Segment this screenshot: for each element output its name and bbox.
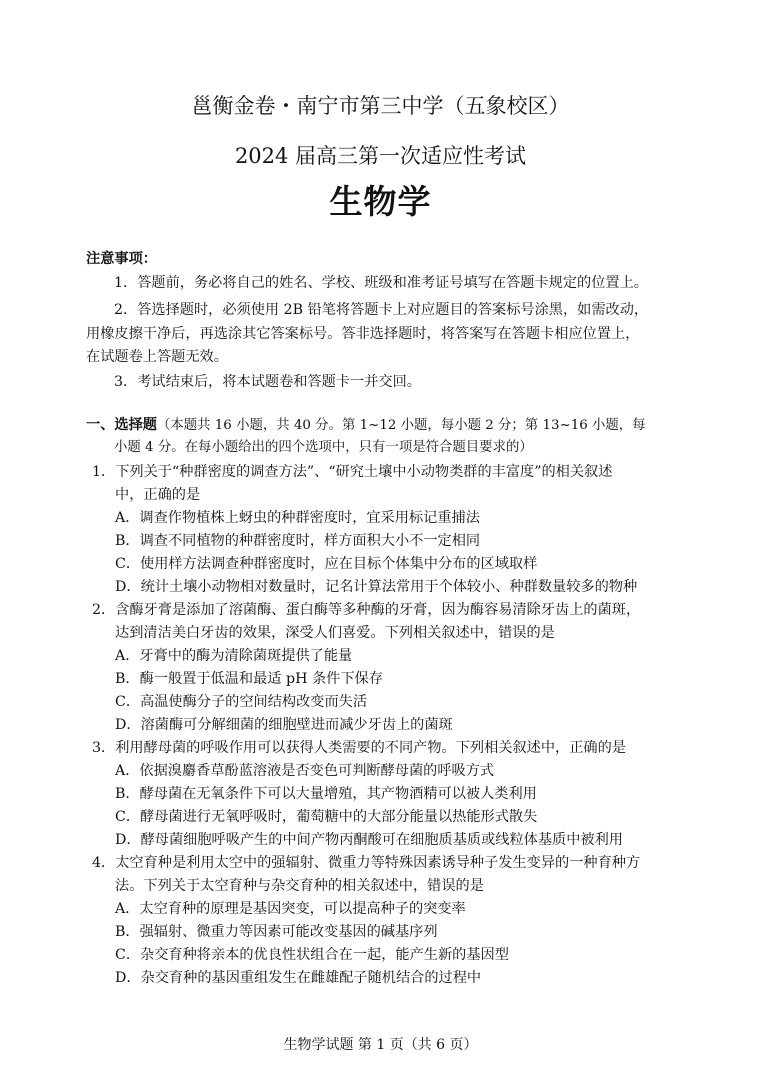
question-1-option-c: C．使用样方法调查种群密度时，应在目标个体集中分布的区域取样: [115, 556, 538, 572]
section-note-1: （本题共 16 小题，共 40 分。第 1~12 小题，每小题 2 分；第 13~16 小题，每: [156, 418, 646, 433]
question-2-option-b: B．酶一般置于低温和最适 pH 条件下保存: [115, 671, 383, 687]
question-2-option-d: D．溶菌酶可分解细菌的细胞壁进而减少牙齿上的菌斑: [115, 717, 453, 733]
question-1-option-d: D．统计土壤小动物相对数量时，记名计算法常用于个体较小、种群数量较多的物种: [115, 579, 638, 595]
question-1-option-a: A．调查作物植株上蚜虫的种群密度时，宜采用标记重捕法: [115, 510, 480, 526]
question-4-stem-2: 法。下列关于太空育种与杂交育种的相关叙述中，错误的是: [115, 878, 484, 894]
question-4-option-a: A．太空育种的原理是基因突变，可以提高种子的突变率: [115, 901, 466, 917]
notice-item-1: 1．答题前，务必将自己的姓名、学校、班级和准考证号填写在答题卡规定的位置上。: [114, 275, 648, 291]
question-1-stem-1: 1．下列关于“种群密度的调查方法”、“研究土壤中小动物类群的丰富度”的相关叙述: [92, 464, 613, 480]
question-2-stem-1: 2．含酶牙膏是添加了溶菌酶、蛋白酶等多种酶的牙膏，因为酶容易清除牙齿上的菌斑，: [92, 602, 641, 618]
question-2-stem-2: 达到清洁美白牙齿的效果，深受人们喜爱。下列相关叙述中，错误的是: [115, 625, 555, 641]
section-heading-line: [86, 415, 646, 436]
question-4-stem-1: 4．太空育种是利用太空中的强辐射、微重力等特殊因素诱导种子发生变异的一种育种方: [92, 855, 641, 871]
exam-title: 邕衡金卷・南宁市第三中学（五象校区）: [191, 94, 570, 118]
question-2-option-c: C．高温使酶分子的空间结构改变而失活: [115, 694, 368, 710]
section-heading: 一、选择题: [86, 417, 157, 433]
question-3-option-b: B．酵母菌在无氧条件下可以大量增殖，其产物酒精可以被人类利用: [115, 786, 537, 802]
question-1-option-b: B．调查不同植物的种群密度时，样方面积大小不一定相同: [115, 533, 481, 549]
notice-item-2-line-1: 2．答选择题时，必须使用 2B 铅笔将答题卡上对应题目的答案标号涂黑，如需改动，: [114, 302, 649, 318]
question-4-option-d: D．杂交育种的基因重组发生在雌雄配子随机结合的过程中: [115, 970, 482, 986]
question-2-option-a: A．牙膏中的酶为清除菌斑提供了能量: [115, 648, 353, 664]
question-4-option-b: B．强辐射、微重力等因素可能改变基因的碱基序列: [115, 924, 438, 940]
question-4-option-c: C．杂交育种将亲本的优良性状组合在一起，能产生新的基因型: [115, 947, 509, 963]
exam-subtitle: 2024 届高三第一次适应性考试: [234, 144, 527, 168]
section-note-2: 小题 4 分。在每小题给出的四个选项中，只有一项是符合题目要求的）: [114, 440, 533, 455]
question-1-stem-2: 中，正确的是: [115, 487, 201, 503]
notice-item-3: 3．考试结束后，将本试题卷和答题卡一并交回。: [114, 374, 421, 390]
question-3-option-c: C．酵母菌进行无氧呼吸时，葡萄糖中的大部分能量以热能形式散失: [115, 809, 538, 825]
question-3-option-d: D．酵母菌细胞呼吸产生的中间产物丙酮酸可在细胞质基质或线粒体基质中被利用: [115, 832, 623, 848]
subject-title: 生物学: [329, 182, 432, 221]
notice-heading: 注意事项：: [86, 251, 157, 267]
question-3-stem-1: 3．利用酵母菌的呼吸作用可以获得人类需要的不同产物。下列相关叙述中，正确的是: [92, 740, 626, 756]
notice-item-2-line-2: 用橡皮擦干净后，再选涂其它答案标号。答非选择题时，将答案写在答题卡相应位置上，: [86, 326, 640, 342]
notice-item-2-line-3: 在试题卷上答题无效。: [86, 349, 228, 365]
page-footer: 生物学试题 第 1 页（共 6 页）: [283, 1037, 478, 1053]
question-3-option-a: A．依据溴麝香草酚蓝溶液是否变色可判断酵母菌的呼吸方式: [115, 763, 495, 779]
